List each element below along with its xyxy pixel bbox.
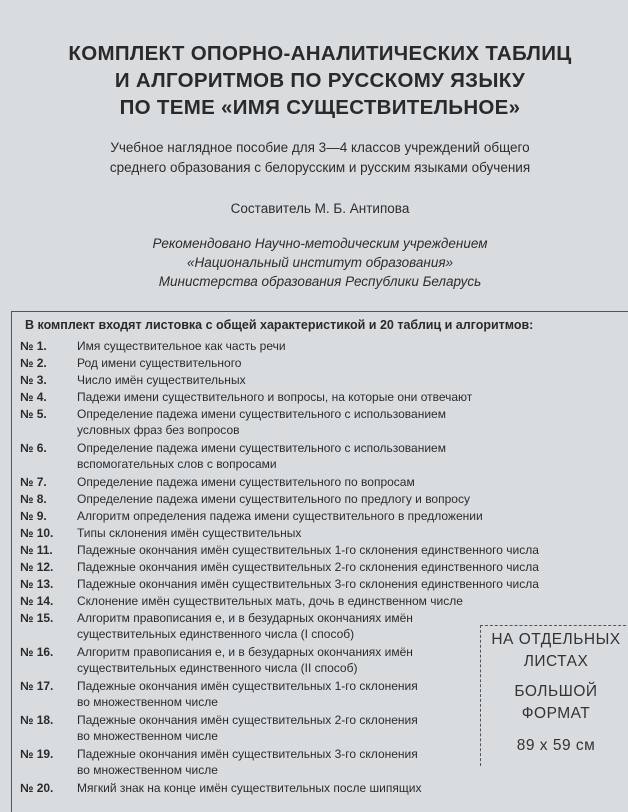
item-number: № 19. <box>20 747 54 761</box>
item-text: Определение падежа имени существительного по предлогу и вопросу <box>77 492 470 506</box>
item-text: Алгоритм правописания е, и в безударных окончаниях имён <box>77 645 413 659</box>
item-text: Падежные окончания имён существительных 3-го склонения единственного числа <box>77 577 539 591</box>
side-note-line-3: БОЛЬШОЙ <box>514 683 598 700</box>
item-number: № 15. <box>20 611 54 625</box>
item-number: № 1. <box>20 339 47 353</box>
item-number: № 17. <box>20 679 54 693</box>
item-text: Алгоритм правописания е, и в безударных окончаниях имён <box>77 611 413 625</box>
item-number: № 4. <box>20 390 47 404</box>
item-text: Падежные окончания имён существительных 2-го склонения единственного числа <box>77 560 539 574</box>
subtitle-line-1: Учебное наглядное пособие для 3—4 классов учреждений общего <box>110 140 530 155</box>
item-number: № 2. <box>20 356 47 370</box>
item-number: № 14. <box>20 594 54 608</box>
item-text: Имя существительное как часть речи <box>77 339 286 353</box>
item-text: во множественном числе <box>77 695 218 709</box>
recommendation <box>40 234 600 291</box>
item-number: № 18. <box>20 713 54 727</box>
contents-header: В комплект входят листовка с общей характеристикой и 20 таблиц и алгоритмов: <box>25 318 534 332</box>
item-text: Падежные окончания имён существительных 1-го склонения <box>77 679 418 693</box>
item-text: Склонение имён существительных мать, дочь в единственном числе <box>77 594 463 608</box>
item-text: Определение падежа имени существительного с использованием <box>77 407 446 421</box>
item-text: Падежные окончания имён существительных 3-го склонения <box>77 747 418 761</box>
item-number: № 10. <box>20 526 54 540</box>
item-number: № 20. <box>20 781 54 795</box>
item-text: Падежные окончания имён существительных 1-го склонения единственного числа <box>77 543 539 557</box>
item-text: существительных единственного числа (I способ) <box>77 627 355 641</box>
side-note-line-4: ФОРМАТ <box>521 705 591 722</box>
item-number: № 7. <box>20 475 47 489</box>
title-line-1: КОМПЛЕКТ ОПОРНО-АНАЛИТИЧЕСКИХ ТАБЛИЦ <box>68 42 572 65</box>
side-note-line-2: ЛИСТАХ <box>523 653 589 670</box>
item-text: во множественном числе <box>77 729 218 743</box>
item-number: № 5. <box>20 407 47 421</box>
title-line-2: И АЛГОРИТМОВ ПО РУССКОМУ ЯЗЫКУ <box>114 69 526 92</box>
item-text: Число имён существительных <box>77 373 246 387</box>
recommendation-line-2: «Национальный институт образования» <box>186 255 454 270</box>
item-text: Определение падежа имени существительного с использованием <box>77 441 446 455</box>
item-text: условных фраз без вопросов <box>77 423 240 437</box>
item-text: существительных единственного числа (II способ) <box>77 661 358 675</box>
document-title <box>30 40 610 121</box>
item-text: Определение падежа имени существительного по вопросам <box>77 475 415 489</box>
subtitle <box>40 138 600 178</box>
item-number: № 6. <box>20 441 47 455</box>
item-text: Типы склонения имён существительных <box>77 526 302 540</box>
item-number: № 13. <box>20 577 54 591</box>
item-number: № 16. <box>20 645 54 659</box>
side-note-line-1: НА ОТДЕЛЬНЫХ <box>491 631 621 648</box>
item-text: вспомогательных слов с вопросами <box>77 457 277 471</box>
recommendation-line-3: Министерства образования Республики Беларусь <box>158 274 482 289</box>
compiler: Составитель М. Б. Антипова <box>230 201 410 216</box>
side-note-line-5: 89 х 59 см <box>516 737 596 754</box>
item-number: № 11. <box>20 543 53 557</box>
item-number: № 3. <box>20 373 47 387</box>
item-text: во множественном числе <box>77 763 218 777</box>
item-text: Падежи имени существительного и вопросы, на которые они отвечают <box>77 390 473 404</box>
item-text: Род имени существительного <box>77 356 242 370</box>
item-text: Мягкий знак на конце имён существительных после шипящих <box>77 781 422 795</box>
side-note <box>480 625 628 766</box>
title-line-3: ПО ТЕМЕ «ИМЯ СУЩЕСТВИТЕЛЬНОЕ» <box>119 96 521 119</box>
item-text: Падежные окончания имён существительных 2-го склонения <box>77 713 418 727</box>
item-number: № 8. <box>20 492 47 506</box>
recommendation-line-1: Рекомендовано Научно-методическим учреждением <box>152 236 488 251</box>
item-text: Алгоритм определения падежа имени существительного в предложении <box>77 509 483 523</box>
item-number: № 12. <box>20 560 54 574</box>
subtitle-line-2: среднего образования с белорусским и русским языками обучения <box>109 160 531 175</box>
item-number: № 9. <box>20 509 47 523</box>
